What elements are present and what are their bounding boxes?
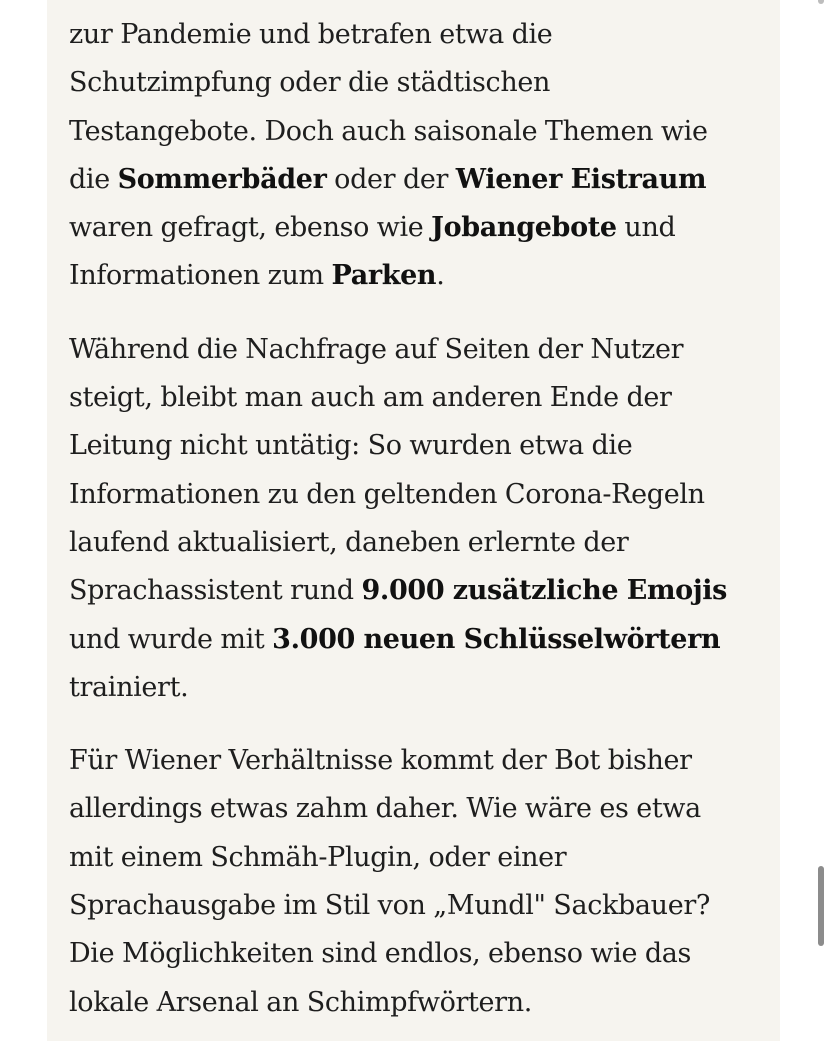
text-line <box>69 882 769 930</box>
text-run: Informationen zu den geltenden Corona-Regeln <box>69 478 705 510</box>
bold-text-run: Sommerbäder <box>117 163 327 195</box>
text-run: und <box>616 212 676 244</box>
text-run: Für Wiener Verhältnisse kommt der Bot bisher <box>69 745 692 777</box>
text-run: die <box>69 163 118 195</box>
scrollbar-thumb[interactable] <box>818 866 824 946</box>
article-paragraph <box>69 326 769 712</box>
text-run: Leitung nicht untätig: So wurden etwa die <box>69 430 633 462</box>
text-line <box>69 616 769 664</box>
text-run: waren gefragt, ebenso wie <box>69 212 432 244</box>
text-line <box>69 930 769 978</box>
text-line <box>69 834 769 882</box>
bold-text-run: 3.000 neuen Schlüsselwörtern <box>272 623 721 655</box>
text-run: mit einem Schmäh-Plugin, oder einer <box>69 841 567 873</box>
article-paragraph <box>69 737 769 1027</box>
text-line <box>69 156 769 204</box>
text-line <box>69 471 769 519</box>
text-run: allerdings etwas zahm daher. Wie wäre es etwa <box>69 793 701 825</box>
text-run: Die Möglichkeiten sind endlos, ebenso wie das <box>69 938 692 970</box>
text-run: Sprachausgabe im Stil von „Mundl" Sackbauer? <box>69 890 711 922</box>
text-line <box>69 59 769 107</box>
text-run: trainiert. <box>69 671 189 703</box>
text-line <box>69 374 769 422</box>
text-run: Schutzimpfung oder die städtischen <box>69 67 551 99</box>
text-line <box>69 252 769 300</box>
text-run: laufend aktualisiert, daneben erlernte der <box>69 526 629 558</box>
bold-text-run: Jobangebote <box>431 212 617 244</box>
text-line <box>69 664 769 712</box>
text-run: Informationen zum <box>69 260 332 292</box>
bold-text-run: Wiener Eistraum <box>455 163 707 195</box>
text-run: Testangebote. Doch auch saisonale Themen wie <box>69 115 708 147</box>
bold-text-run: Parken <box>331 260 437 292</box>
text-run: Sprachassistent rund <box>69 575 362 607</box>
text-line <box>69 108 769 156</box>
article-paragraph <box>69 11 769 301</box>
text-run: oder der <box>326 163 456 195</box>
article-body <box>69 11 769 1041</box>
text-line <box>69 785 769 833</box>
text-line <box>69 326 769 374</box>
text-line <box>69 737 769 785</box>
text-run: zur Pandemie und betrafen etwa die <box>69 19 553 50</box>
text-line <box>69 567 769 615</box>
text-line <box>69 422 769 470</box>
text-run: steigt, bleibt man auch am anderen Ende der <box>69 382 672 414</box>
text-line <box>69 519 769 567</box>
text-line <box>69 11 769 59</box>
text-run: Während die Nachfrage auf Seiten der Nutzer <box>69 333 684 365</box>
text-line <box>69 204 769 252</box>
text-run: lokale Arsenal an Schimpfwörtern. <box>69 986 533 1018</box>
bold-text-run: 9.000 zusätzliche Emojis <box>361 575 728 607</box>
text-run: . <box>436 260 445 292</box>
text-run: und wurde mit <box>69 623 273 655</box>
text-line <box>69 979 769 1027</box>
